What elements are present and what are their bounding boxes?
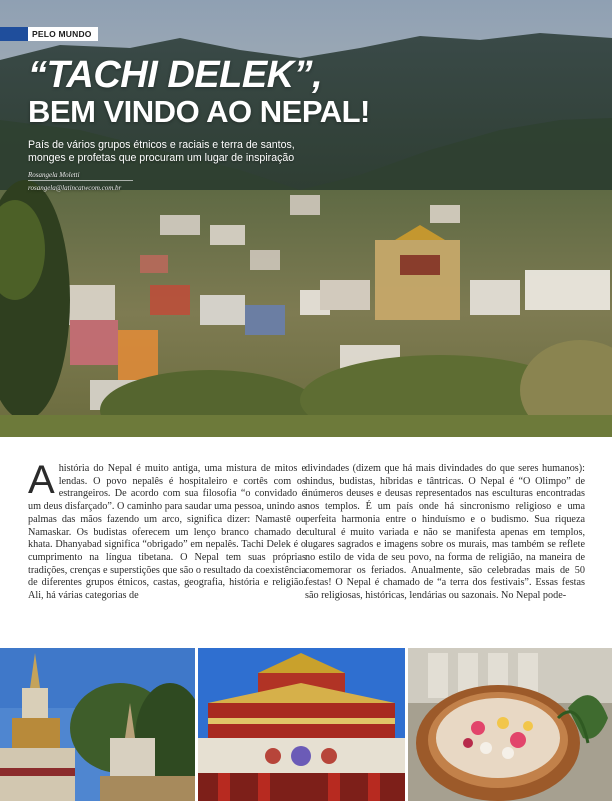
temple-photo: [198, 648, 405, 801]
drop-cap: A: [28, 463, 55, 502]
author-name: Rosangela Moletti: [28, 171, 80, 179]
stupa-photo: [0, 648, 195, 801]
byline-divider: [28, 180, 133, 181]
article-title-line1: “TACHI DELEK”,: [28, 54, 323, 96]
article-subtitle: País de vários grupos étnicos e raciais e terra de santos, monges e profetas que procuram um lugar de inspiração: [28, 139, 295, 164]
flower-bowl-photo: [408, 648, 612, 801]
article-column-left: [28, 463, 306, 628]
section-accent-bar: [0, 27, 28, 41]
section-label: PELO MUNDO: [28, 27, 98, 41]
article-column-right: [305, 463, 585, 628]
section-tag: [0, 27, 98, 41]
column-left-text: história do Nepal é muito antiga, uma mistura de mitos e lendas. O povo nepalês é hospitaleiro e cortês com os estrangeiros. De acordo com sua filosofia “o convidado é um deus disfarçado”. O caminho para saudar uma pessoa, unindo as palmas das mãos fazendo um arco, significa dizer: Namastê ou Namaskar. Os budistas oferecem um lenço branco chamado de khata. Dhanyabad significa “obrigado” em nepalês. Tachi Delek é o cumprimento na língua tibetana. O Nepal tem suas próprias tradições, crenças e superstições que são o resultado da coexistência de diferentes grupos étnicos, castas, geografia, história e religião. Ali, há várias categorias de: [28, 463, 306, 602]
article-title-line2: BEM VINDO AO NEPAL!: [28, 94, 370, 129]
column-right-text: divindades (dizem que há mais divindades do que seres humanos): hindus, budistas, híbridas e tântricas. O Nepal é “O Olimpo” de inúmeros deuses e deusas representados nas esculturas encontradas nos templos. É um país onde há sincronismo religioso e uma perfeita harmonia entre o hinduísmo e o budismo. Sua riqueza cultural é muito variada e não se manifesta apenas em templos, lugares sagrados e imagens sobre os murais, mas também se reflete no estilo de vida de seu povo, na forma de religião, na maneira de comemorar os feriados. Anualmente, são celebradas mais de 50 festas! O Nepal é chamado de “a terra dos festivais”. Essas festas são religiosas, históricas, lendárias ou sazonais. No Nepal pode-: [305, 463, 585, 602]
author-email: rosangela@latincatwcom.com.br: [28, 184, 122, 192]
